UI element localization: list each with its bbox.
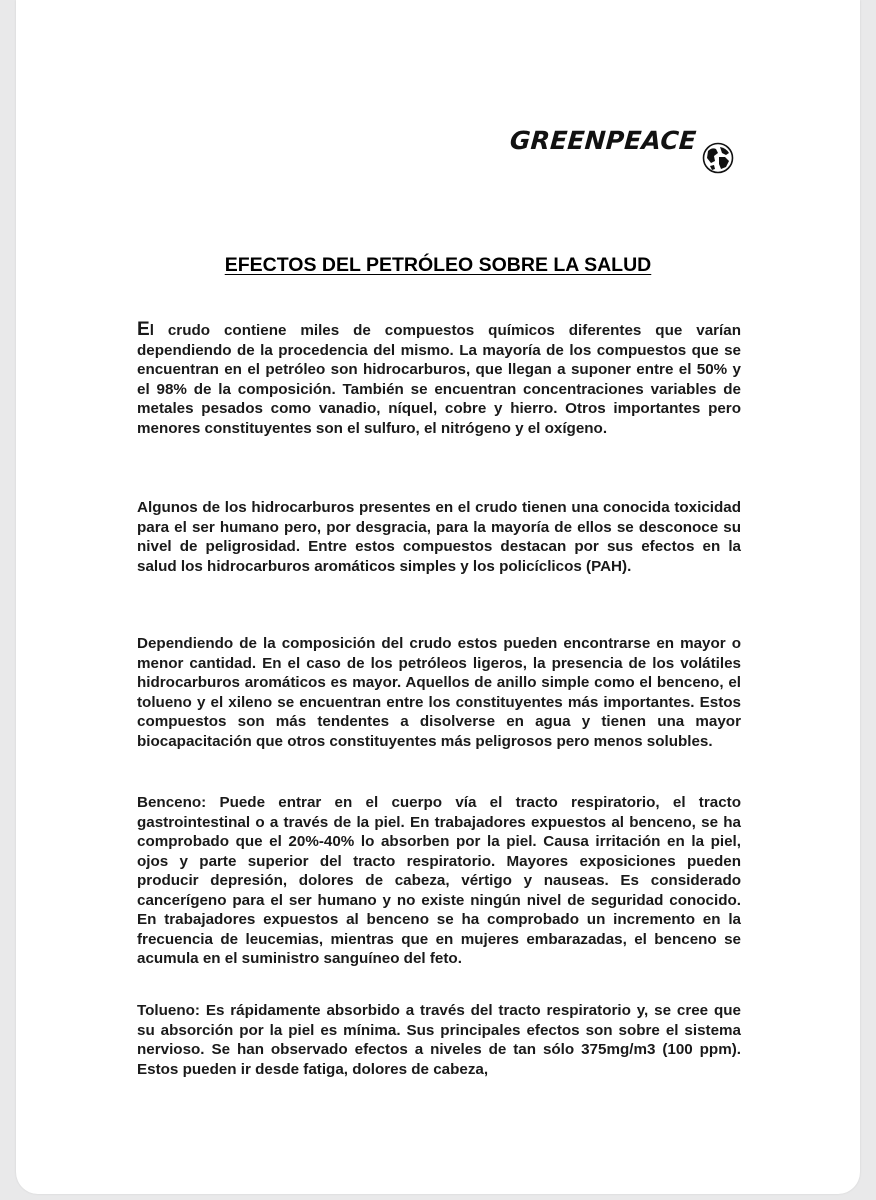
document-page: [16, 0, 860, 1194]
document-title: EFECTOS DEL PETRÓLEO SOBRE LA SALUD: [224, 254, 652, 276]
paragraph-composition: Dependiendo de la composición del crudo estos pueden encontrarse en mayor o menor cantidad. En el caso de los petróleos ligeros, la presencia de los volátiles hidrocarburos aromáticos es mayor. Aquellos de anillo simple como el benceno, el tolueno y el xileno se encuentran entre los constituyentes más importantes. Estos compuestos son más tendentes a disolverse en agua y tienen una mayor biocapacitación que otros constituyentes más peligrosos pero menos solubles.: [137, 635, 741, 750]
logo-text: GREENPEACE: [508, 126, 698, 155]
paragraph-benceno: Benceno: Puede entrar en el cuerpo vía el tracto respiratorio, el tracto gastrointestinal o a través de la piel. En trabajadores expuestos al benceno, se ha comprobado que el 20%-40% lo absorben por la piel. Causa irritación en la piel, ojos y parte superior del tracto respiratorio. Mayores exposiciones pueden producir depresión, dolores de cabeza, vértigo y nauseas. Es considerado cancerígeno para el ser humano y no existe ningún nivel de seguridad conocido. En trabajadores expuestos al benceno se ha comprobado un incremento en la frecuencia de leucemias, mientras que en mujeres embarazadas, el benceno se acumula en el suministro sanguíneo del feto.: [137, 794, 741, 967]
globe-icon: [702, 142, 734, 174]
paragraph-intro: [137, 320, 741, 438]
paragraph-tolueno: Tolueno: Es rápidamente absorbido a través del tracto respiratorio y, se cree que su absorción por la piel es mínima. Sus principales efectos son sobre el sistema nervioso. Se han observado efectos a niveles de tan sólo 375mg/m3 (100 ppm). Estos pueden ir desde fatiga, dolores de cabeza,: [137, 1002, 741, 1078]
greenpeace-logo: [510, 126, 742, 184]
paragraph-text: l crudo contiene miles de compuestos químicos diferentes que varían dependiendo de la procedencia del mismo. La mayoría de los compuestos que se encuentran en el petróleo son hidrocarburos, que llegan a suponer entre el 50% y el 98% de la composición. También se encuentran concentraciones variables de metales pesados como vanadio, níquel, cobre y hierro. Otros importantes pero menores constituyentes son el sulfuro, el nitrógeno y el oxígeno.: [137, 322, 741, 437]
paragraph-initial: E: [137, 319, 150, 340]
paragraph-toxicity: Algunos de los hidrocarburos presentes en el crudo tienen una conocida toxicidad para el ser humano pero, por desgracia, para la mayoría de ellos se desconoce su nivel de peligrosidad. Entre estos compuestos destacan por sus efectos en la salud los hidrocarburos aromáticos simples y los policíclicos (PAH).: [137, 499, 741, 575]
